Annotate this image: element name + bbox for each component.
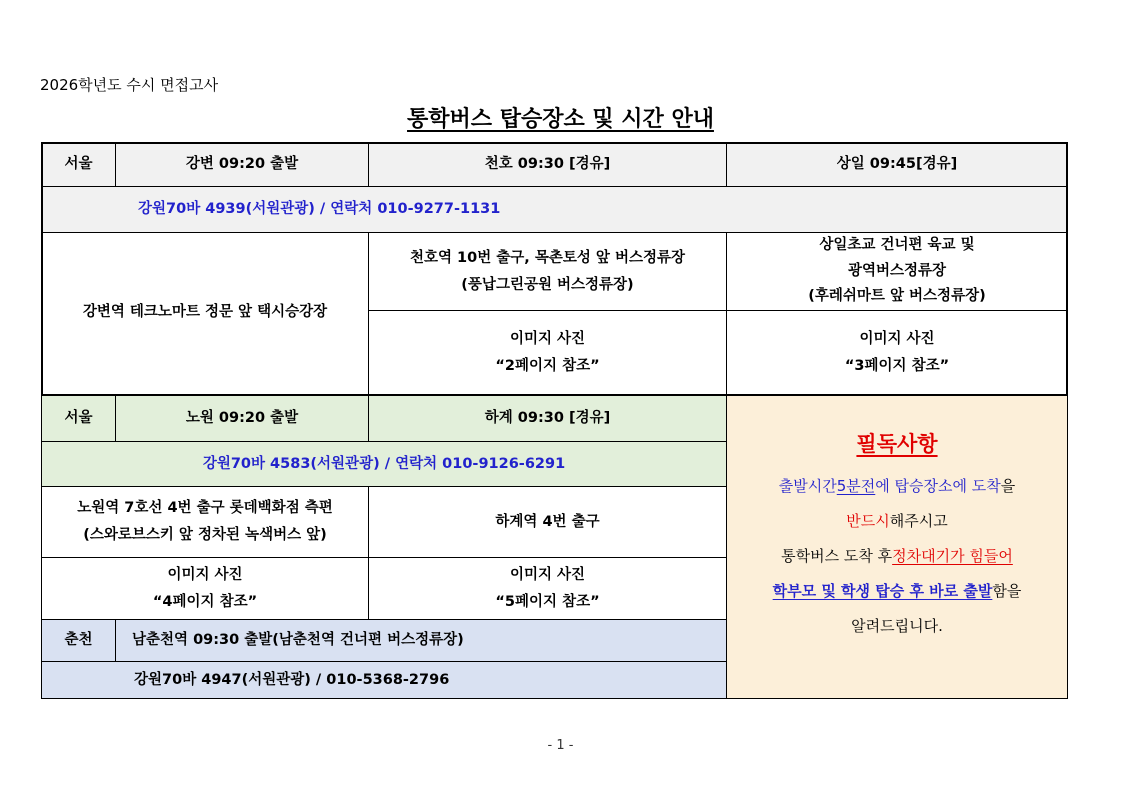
photo-ref-4-line1: 이미지 사진 (167, 566, 243, 583)
place-nowon-line1: 노원역 7호선 4번 출구 롯데백화점 측편 (77, 500, 333, 517)
place-cheonho-line1: 천호역 10번 출구, 목촌토성 앞 버스정류장 (409, 249, 686, 266)
place-cheonho (368, 232, 727, 311)
notice-title: 필독사항 (856, 432, 938, 456)
stop-namchuncheon: 남춘천역 09:30 출발(남춘천역 건너편 버스정류장) (115, 619, 727, 662)
photo-ref-3-line2: “3페이지 참조” (844, 358, 950, 374)
notice-line-1 (779, 469, 1015, 504)
photo-ref-5-line1: 이미지 사진 (509, 566, 586, 583)
photo-ref-5-line2: “5페이지 참조” (495, 593, 600, 610)
place-sangil-line2: 광역버스정류장 (847, 262, 947, 279)
notice-l2-a: 반드시 (846, 512, 890, 530)
notice-l4-b: 함을 (992, 582, 1022, 600)
notice-line-3 (781, 539, 1013, 574)
notice-line-4 (773, 574, 1022, 609)
place-sangil-line1: 상일초교 건너편 육교 및 (819, 237, 975, 254)
place-hagye: 하계역 4번 출구 (368, 486, 727, 558)
region-seoul-2: 서울 (41, 395, 116, 442)
page-title (0, 102, 1121, 133)
notice-line-5: 알려드립니다. (851, 617, 943, 635)
photo-ref-3 (726, 310, 1068, 396)
stop-gangbyeon: 강변 09:20 출발 (115, 142, 369, 187)
notice-l2-b: 해주시고 (889, 512, 948, 530)
photo-ref-5 (368, 557, 727, 620)
page-title-text: 통학버스 탑승장소 및 시간 안내 (407, 107, 714, 132)
notice-l1-c: 에 탑승장소에 도착 (875, 477, 1001, 495)
notice-box (726, 395, 1068, 699)
stop-hagye: 하계 09:30 [경유] (368, 395, 727, 442)
bus-info-gangbyeon: 강원70바 4939(서원관광) / 연락처 010-9277-1131 (41, 186, 1068, 233)
region-seoul-1: 서울 (41, 142, 116, 187)
page-number: - 1 - (547, 738, 574, 753)
region-chuncheon: 춘천 (41, 619, 116, 662)
photo-ref-3-line1: 이미지 사진 (859, 331, 935, 348)
place-gangbyeon: 강변역 테크노마트 정문 앞 택시승강장 (41, 232, 369, 396)
notice-l1-a: 출발시간 (778, 477, 837, 495)
photo-ref-2 (368, 310, 727, 396)
photo-ref-4-line2: “4페이지 참조” (152, 593, 258, 610)
notice-l4-a: 학부모 및 학생 탑승 후 바로 출발 (772, 582, 993, 600)
bus-info-chuncheon: 강원70바 4947(서원관광) / 010-5368-2796 (41, 661, 727, 699)
bus-info-nowon: 강원70바 4583(서원관광) / 연락처 010-9126-6291 (41, 441, 727, 487)
photo-ref-2-line2: “2페이지 참조” (495, 358, 600, 374)
photo-ref-2-line1: 이미지 사진 (509, 331, 586, 348)
stop-sangil: 상일 09:45[경유] (726, 142, 1068, 187)
place-nowon (41, 486, 369, 558)
notice-l1-b: 5분전 (836, 477, 876, 495)
place-nowon-line2: (스와로브스키 앞 정차된 녹색버스 앞) (83, 527, 327, 543)
stop-cheonho: 천호 09:30 [경유] (368, 142, 727, 187)
place-sangil-line3: (후레쉬마트 앞 버스정류장) (808, 288, 986, 305)
notice-l1-d: 을 (1000, 477, 1016, 495)
notice-l3-b: 정차대기가 힘들어 (892, 547, 1013, 565)
notice-line-2 (846, 504, 947, 539)
stop-nowon: 노원 09:20 출발 (115, 395, 369, 442)
place-cheonho-line2: (풍납그린공원 버스정류장) (461, 276, 634, 293)
photo-ref-4 (41, 557, 369, 620)
place-sangil (726, 232, 1068, 311)
exam-subtitle: 2026학년도 수시 면접고사 (40, 76, 219, 94)
notice-l3-a: 통학버스 도착 후 (781, 547, 893, 565)
